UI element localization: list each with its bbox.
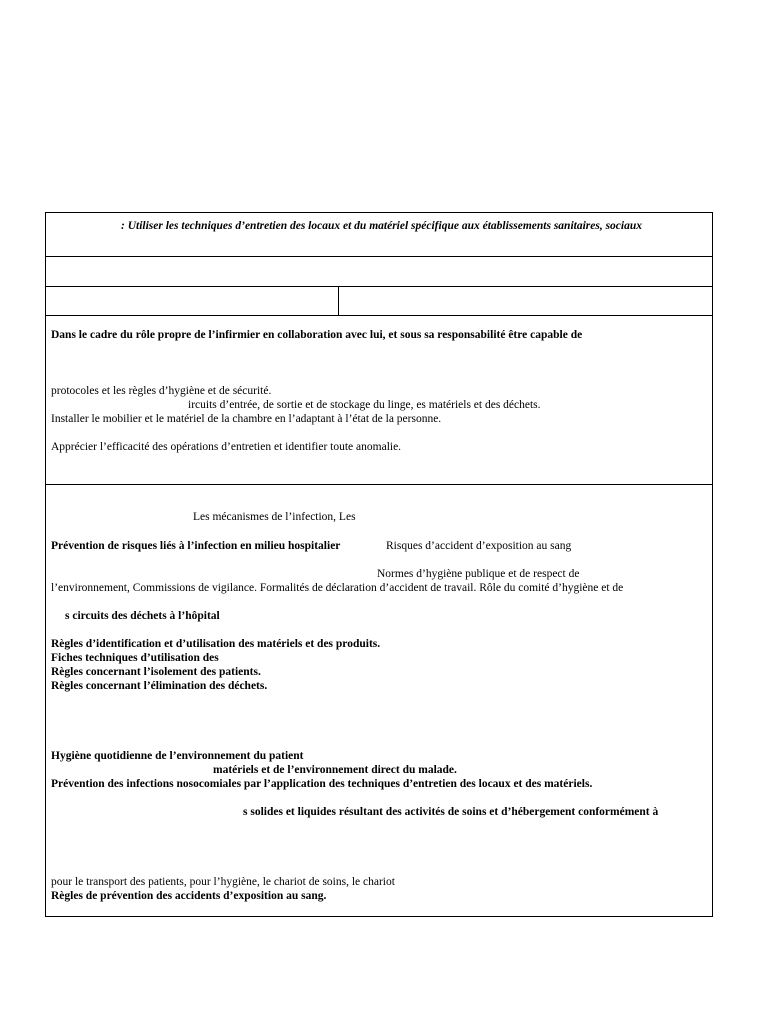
prevention-title: Prévention de risques liés à l’infection en milieu hospitalier [51,540,341,552]
objectif-line: Installer le mobilier et le matériel de la chambre en l’adaptant à l’état de la personne. [51,413,442,425]
objectif-line: ircuits d’entrée, de sortie et de stockage du linge, es matériels et des déchets. [188,399,541,411]
objectifs-row [46,315,712,485]
normes-text: Normes d’hygiène publique et de respect de [377,568,580,580]
competence-title: : Utiliser les techniques d’entretien des locaux et du matériel spécifique aux établissements sanitaires, sociaux [121,220,643,232]
regle-line: Règles concernant l’élimination des déchets. [51,680,268,692]
solides-text: s solides et liquides résultant des activités de soins et d’hébergement conformément à [243,806,659,818]
transport-text: pour le transport des patients, pour l’hygiène, le chariot de soins, le chariot [51,876,395,888]
circuits-text: s circuits des déchets à l’hôpital [65,610,220,622]
competence-table [45,212,713,917]
hygiene-title: Hygiène quotidienne de l’environnement du patient [51,750,304,762]
contenus-cell [46,484,712,916]
environnement-text: l’environnement, Commissions de vigilance. Formalités de déclaration d’accident de travail. Rôle du comité d’hygiène et de [51,582,624,594]
regle-line: Règles d’identification et d’utilisation des matériels et des produits. [51,638,381,650]
materiels-text: matériels et de l’environnement direct du malade. [213,764,457,776]
cell-divider [338,286,339,315]
risques-aes-text: Risques d’accident d’exposition au sang [386,540,572,552]
regle-line: Règles concernant l’isolement des patients. [51,666,261,678]
objectif-line: Apprécier l’efficacité des opérations d’entretien et identifier toute anomalie. [51,441,402,453]
title-row [46,213,712,257]
prevention-nosocomiales: Prévention des infections nosocomiales par l’application des techniques d’entretien des locaux et des matériels. [51,778,593,790]
empty-row [46,256,712,287]
regles-aes-text: Règles de prévention des accidents d’exposition au sang. [51,890,327,902]
objectifs-intro: Dans le cadre du rôle propre de l’infirmier en collaboration avec lui, et sous sa responsabilité être capable de [51,329,583,341]
objectif-line: protocoles et les règles d’hygiène et de sécurité. [51,385,272,397]
mecanismes-text: Les mécanismes de l’infection, Les [193,511,356,523]
regle-line: Fiches techniques d’utilisation des [51,652,219,664]
split-row [46,286,712,316]
